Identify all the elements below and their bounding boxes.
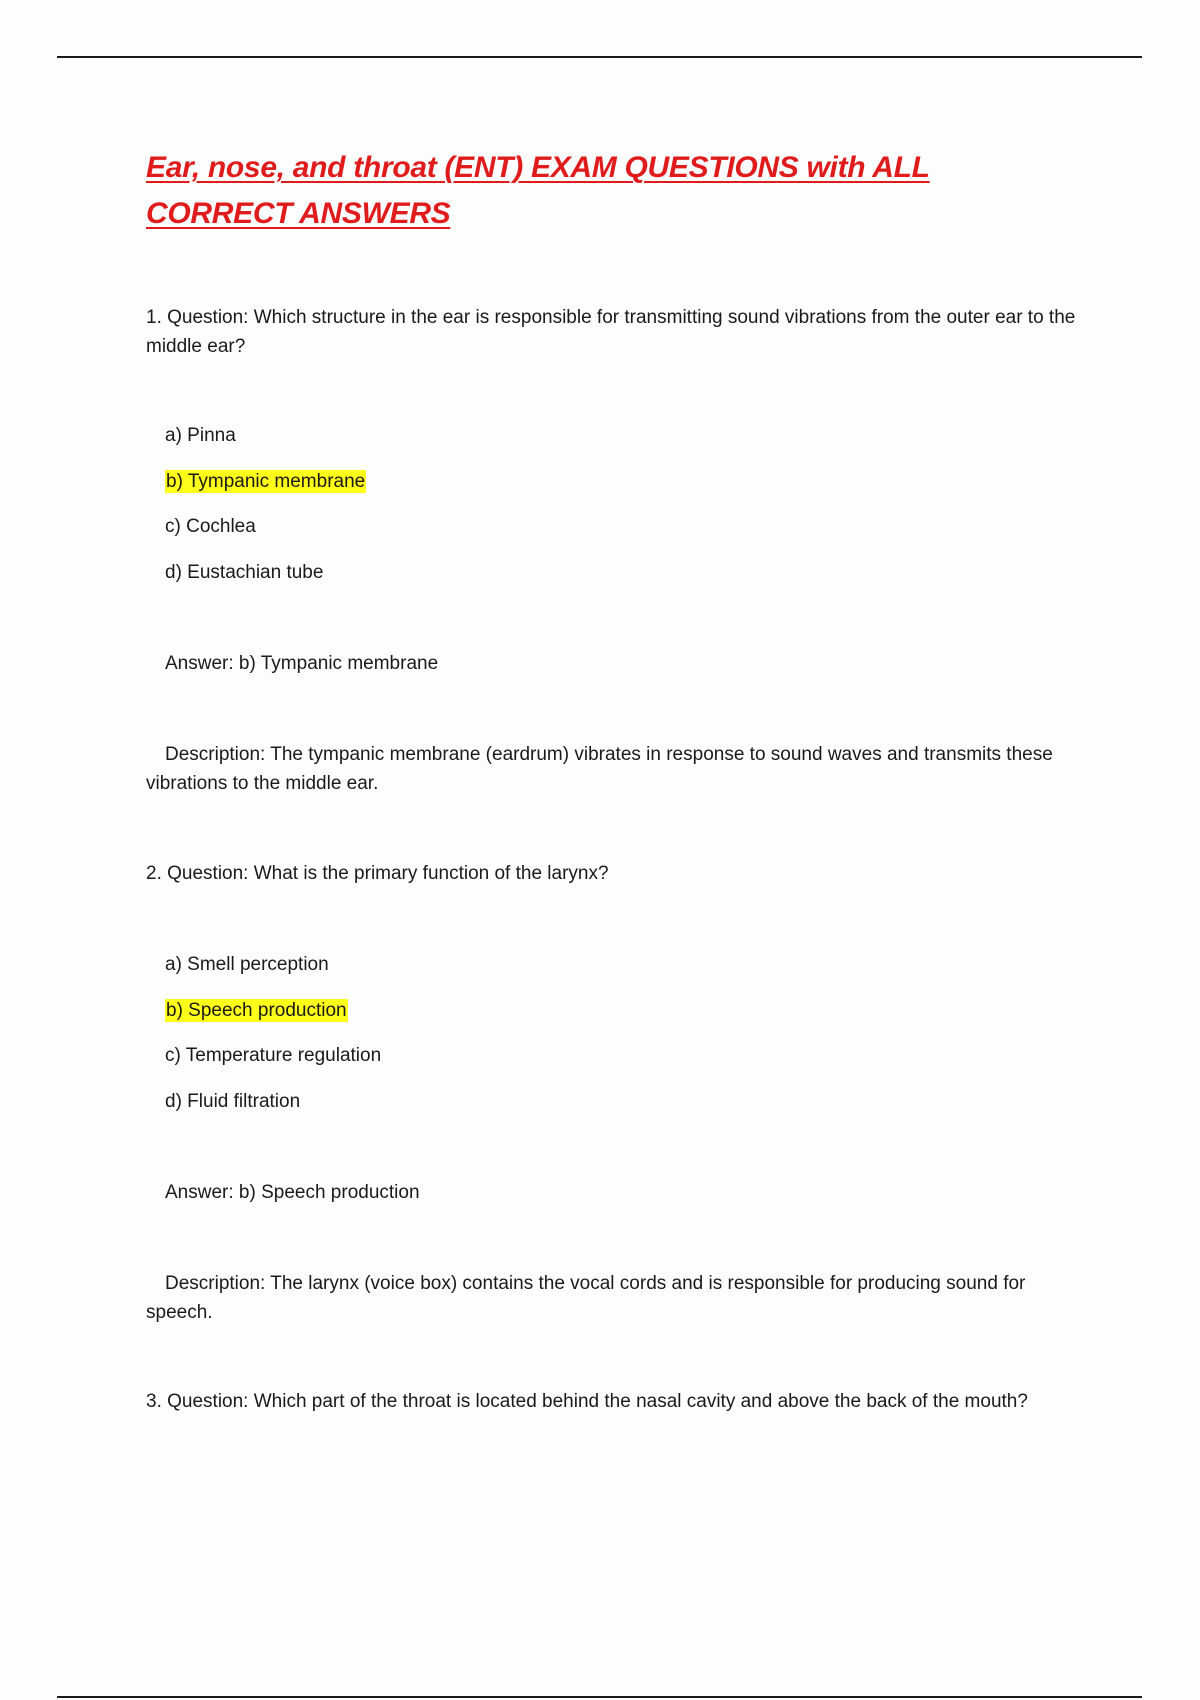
question-1-description: Description: The tympanic membrane (eardrum) vibrates in response to sound waves and transmits these vibrations to the middle ear. bbox=[146, 744, 1053, 794]
question-1-text: 1. Question: Which structure in the ear is responsible for transmitting sound vibrations from the outer ear to the middle ear? bbox=[146, 307, 1076, 357]
footer-rule bbox=[57, 1696, 1142, 1698]
question-1-option-b-highlight: b) Tympanic membrane bbox=[166, 471, 366, 492]
question-1-option-c: c) Cochlea bbox=[165, 516, 256, 537]
question-1-option-a: a) Pinna bbox=[165, 425, 236, 446]
question-2-option-a: a) Smell perception bbox=[165, 954, 329, 975]
question-2-description: Description: The larynx (voice box) contains the vocal cords and is responsible for producing sound for speech. bbox=[146, 1273, 1026, 1323]
document-title: Ear, nose, and throat (ENT) EXAM QUESTIONS with ALL CORRECT ANSWERS bbox=[146, 151, 930, 230]
question-1-option-b bbox=[165, 467, 366, 496]
question-2-option-c: c) Temperature regulation bbox=[165, 1045, 382, 1066]
question-2-option-b-highlight: b) Speech production bbox=[166, 1000, 347, 1021]
question-2-answer: Answer: b) Speech production bbox=[165, 1182, 420, 1203]
question-2-text: 2. Question: What is the primary function of the larynx? bbox=[146, 863, 609, 884]
question-1-answer: Answer: b) Tympanic membrane bbox=[165, 653, 439, 674]
question-1-option-d: d) Eustachian tube bbox=[165, 562, 324, 583]
header-rule bbox=[57, 56, 1142, 58]
question-3-text: 3. Question: Which part of the throat is located behind the nasal cavity and above the back of the mouth? bbox=[146, 1391, 1028, 1412]
question-2-option-d: d) Fluid filtration bbox=[165, 1091, 301, 1112]
question-2-option-b bbox=[165, 996, 348, 1025]
